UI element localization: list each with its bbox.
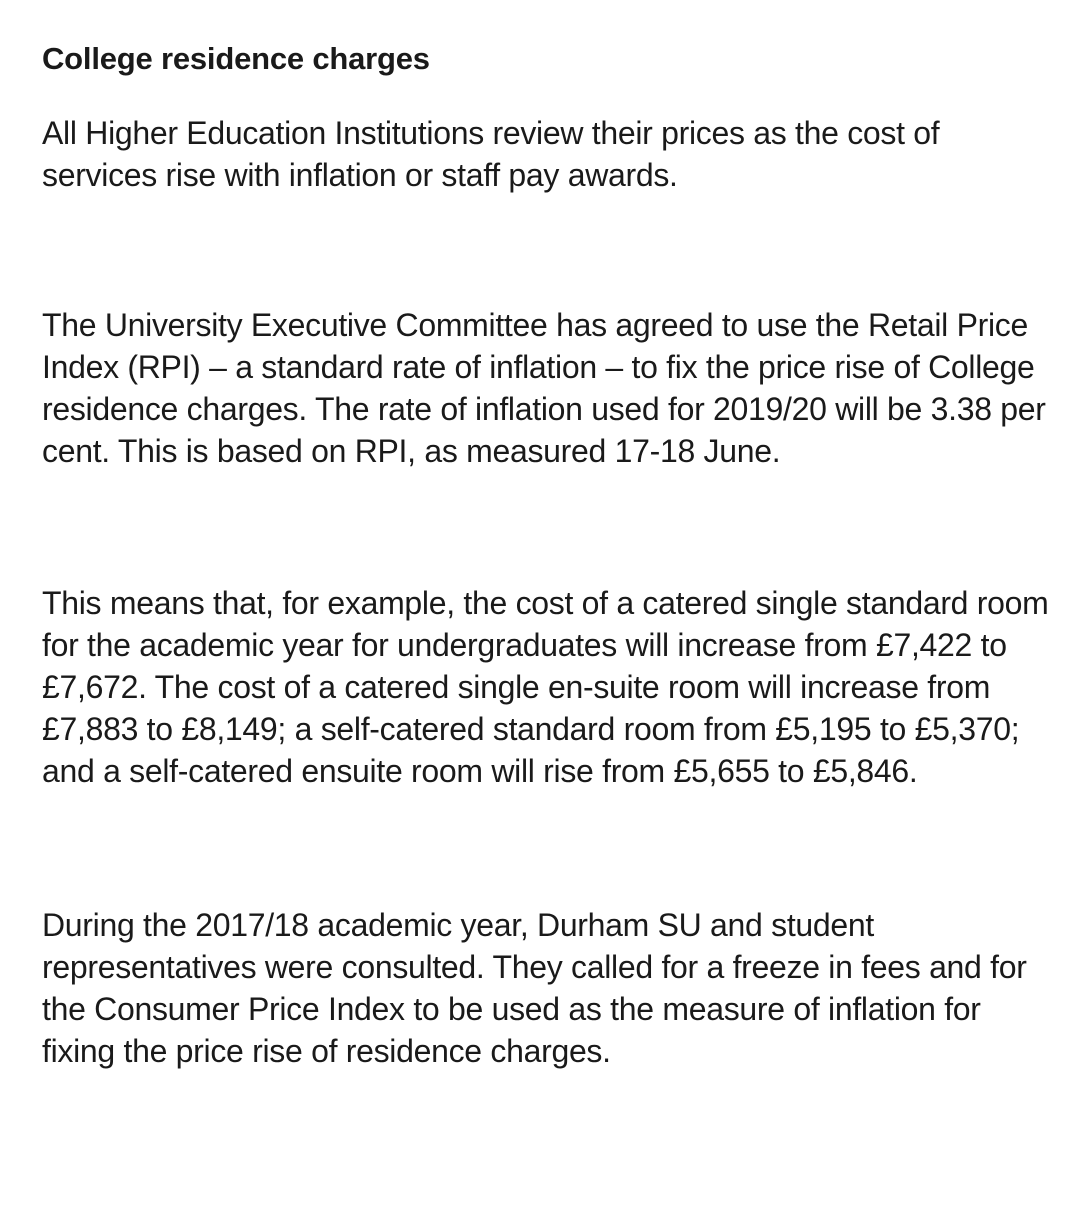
article-title: College residence charges — [42, 41, 430, 76]
paragraph-room-costs: This means that, for example, the cost of a catered single standard room for the academic year for undergraduates will increase from £7,422 to £7,672. The cost of a catered single en-suite room will increase from £7,883 to £8,149; a self-catered standard room from £5,195 to £5,370; and a self-catered ensuite room will rise from £5,655 to £5,846. — [42, 585, 1049, 789]
paragraph-intro: All Higher Education Institutions review their prices as the cost of services rise with inflation or staff pay awards. — [42, 115, 940, 193]
paragraph-rpi: The University Executive Committee has agreed to use the Retail Price Index (RPI) – a standard rate of inflation – to fix the price rise of College residence charges. The rate of inflation used for 2019/20 will be 3.38 per cent. This is based on RPI, as measured 17-18 June. — [42, 307, 1046, 469]
article — [42, 38, 1052, 1072]
paragraph-consultation: During the 2017/18 academic year, Durham SU and student representatives were consulted. They called for a freeze in fees and for the Consumer Price Index to be used as the measure of inflation for fixing the price rise of residence charges. — [42, 907, 1027, 1069]
